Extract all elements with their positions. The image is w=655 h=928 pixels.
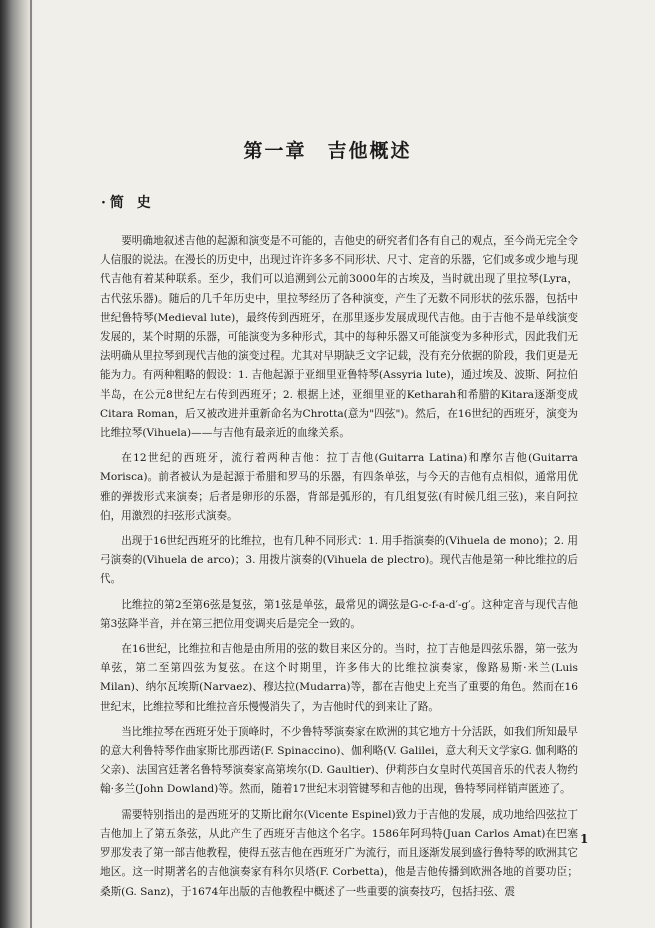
paragraph: 需要特别指出的是西班牙的艾斯比耐尔(Vicente Espinel)致力于吉他的发展，成功地给四弦拉丁吉他加上了第五条弦，从此产生了西班牙吉他这个名字。1586年阿玛特(Juan Carlos Amat)在巴塞罗那发表了第一部吉他教程，使得五弦吉他在西班牙广为流行，而且逐渐发展到盛行鲁特琴的欧洲其它地区。这一时期著名的吉他演奏家有科尔贝塔(F. Corbetta)，他是吉他传播到欧洲各地的首要功臣；桑斯(G. Sanz)，于1674年出版的吉他教程中概述了一些重要的演奏技巧，包括扫弦、震 xyxy=(100,808,578,898)
paragraph: 当比维拉琴在西班牙处于顶峰时，不少鲁特琴演奏家在欧洲的其它地方十分活跃，如我们所知最早的意大利鲁特琴作曲家斯比那西诺(F. Spinaccino)、伽利略(V. Galilei，意大利天文学家G. 伽利略的父亲)、法国宫廷著名鲁特琴演奏家高第埃尔(D. Gaultier)、伊莉莎白女皇时代英国音乐的代表人物约翰·多兰(John Dowland)等。然而，随着17世纪末羽管键琴和吉他的出现，鲁特琴同样销声匿迹了。 xyxy=(100,725,578,796)
paragraph: 出现于16世纪西班牙的比维拉，也有几种不同形式：1. 用手指演奏的(Vihuela de mono)；2. 用弓演奏的(Vihuela de arco)；3. 用拨片演奏的(Vihuela de plectro)。现代吉他是第一种比维拉的后代。 xyxy=(100,535,578,586)
paragraph: 在16世纪，比维拉和吉他是由所用的弦的数目来区分的。当时，拉丁吉他是四弦乐器，第一弦为单弦，第二至第四弦为复弦。在这个时期里，许多伟大的比维拉演奏家，像路易斯·米兰(Luis Milan)、纳尔瓦埃斯(Narvaez)、穆达拉(Mudarra)等，都在吉他史上充当了重要的角色。然而在16世纪末，比维拉琴和比维拉音乐慢慢消失了，为吉他时代的到来让了路。 xyxy=(100,643,578,713)
paragraph: 比维拉的第2至第6弦是复弦，第1弦是单弦，最常见的调弦是G-c-f-a-d′-g′。这种定音与现代吉他第3弦降半音，并在第三把位用变调夹后是完全一致的。 xyxy=(100,598,578,630)
section-heading: ·简 史 xyxy=(101,195,155,211)
chapter-title: 第一章 吉他概述 xyxy=(243,140,412,162)
page-number: 1 xyxy=(580,832,589,846)
body-text xyxy=(100,232,578,908)
paragraph: 在12世纪的西班牙，流行着两种吉他：拉丁吉他(Guitarra Latina)和摩尔吉他(Guitarra Morisca)。前者被认为是起源于希腊和罗马的乐器，有四条单弦，与今天的吉他有点相似，通常用优雅的弹拨形式来演奏；后者是卵形的乐器，背部是弧形的，有几组复弦(有时候几组三弦)，来自阿拉伯，用激烈的扫弦形式演奏。 xyxy=(100,452,578,522)
paragraph: 要明确地叙述吉他的起源和演变是不可能的，吉他史的研究者们各有自己的观点，至今尚无完全令人信服的说法。在漫长的历史中，出现过许许多多不同形状、尺寸、定音的乐器，它们或多或少地与现代吉他有着某种联系。至少，我们可以追溯到公元前3000年的古埃及，当时就出现了里拉琴(Lyra，古代弦乐器)。随后的几千年历史中，里拉琴经历了各种演变，产生了无数不同形状的弦乐器，包括中世纪鲁特琴(Medieval lute)，最终传到西班牙，在那里逐步发展成现代吉他。由于吉他不是单线演变发展的，某个时期的乐器，可能演变为多种形式，其中的每种乐器又可能演变为多种形式，因此我们无法明确从里拉琴到现代吉他的演变过程。尤其对早期缺乏文字记载，没有充分依据的阶段，我们更是无能为力。有两种粗略的假设：1. 吉他起源于亚细里亚鲁特琴(Assyria lute)，通过埃及、波斯、阿拉伯半岛，在公元8世纪左右传到西班牙；2. 根据上述，亚细里亚的Ketharah和希腊的Kitara逐渐变成Citara Roman，后又被改进并重新命名为Chrotta(意为"四弦")。然后，在16世纪的西班牙，演变为比维拉琴(Vihuela)——与吉他有最亲近的血缘关系。 xyxy=(100,235,578,440)
